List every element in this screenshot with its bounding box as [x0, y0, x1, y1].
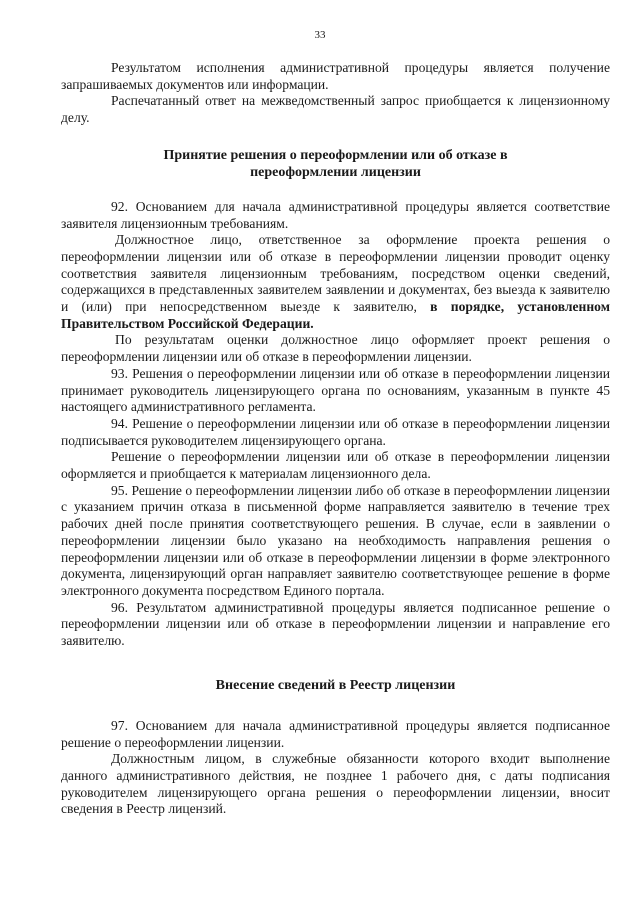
paragraph-93: 93. Решения о переоформлении лицензии или об отказе в переоформлении лицензии принимает руководитель лицензирующего органа по основаниям, указанным в пункте 45 настоящего административного регламента.: [61, 365, 610, 415]
paragraph-official-assessment-bold: в порядке, установленном Правительством Российской Федерации.: [61, 299, 610, 331]
page-number: 33: [314, 29, 326, 41]
section-heading-registry: Внесение сведений в Реестр лицензии: [215, 677, 456, 693]
paragraph-result-top: Результатом исполнения административной процедуры является получение запрашиваемых документов или информации.: [61, 60, 610, 92]
page-content: [61, 60, 610, 818]
paragraph-printed-answer: Распечатанный ответ на межведомственный запрос приобщается к лицензионному делу.: [61, 93, 610, 126]
paragraph-assessment-results: По результатам оценки должностное лицо оформляет проект решения о переоформлении лицензии или об отказе в переоформлении лицензии.: [61, 332, 610, 365]
paragraph-94: 94. Решение о переоформлении лицензии или об отказе в переоформлении лицензии подписывается руководителем лицензирующего органа.: [61, 415, 610, 448]
paragraph-97: 97. Основанием для начала административной процедуры является подписанное решение о переоформлении лицензии.: [61, 717, 610, 750]
paragraph-official-assessment: [61, 232, 610, 332]
paragraph-decision-attached: Решение о переоформлении лицензии или об отказе в переоформлении лицензии оформляется и приобщается к материалам лицензионного дела.: [61, 449, 610, 482]
paragraph-official-assessment-text: Должностное лицо, ответственное за оформление проекта решения о переоформлении лицензии или об отказе в переоформлении лицензии проводит оценку соответствия заявителя лицензионным требованиям, посредством оценки сведений, содержащихся в представленных заявителем заявлении и документах, без выезда к заявителю и (или) при непосредственном выезде к заявителю,: [61, 232, 610, 315]
paragraph-registry-official: Должностным лицом, в служебные обязанности которого входит выполнение данного административного действия, не позднее 1 рабочего дня, с даты подписания руководителем лицензирующего органа решения о переоформлении лицензии, вносит сведения в Реестр лицензий.: [61, 751, 610, 817]
section-heading-reissue-decision: Принятие решения о переоформлении или об отказе в переоформлении лицензии: [163, 147, 508, 180]
paragraph-96: 96. Результатом административной процедуры является подписанное решение о переоформлении лицензии или об отказе в переоформлении лицензии и направление его заявителю.: [61, 599, 610, 649]
paragraph-92: 92. Основанием для начала административной процедуры является соответствие заявителя лицензионным требованиям.: [61, 198, 610, 231]
paragraph-95: 95. Решение о переоформлении лицензии либо об отказе в переоформлении лицензии с указанием причин отказа в письменной форме направляется заявителю в течение трех рабочих дней после принятия соответствующего решения. В случае, если в заявлении о переоформлении лицензии было указано на необходимость направления решения о переоформлении лицензии или об отказе в переоформлении лицензии в форме электронного документа, лицензирующий орган направляет заявителю соответствующее решение в форме электронного документа посредством Единого портала.: [61, 482, 610, 598]
